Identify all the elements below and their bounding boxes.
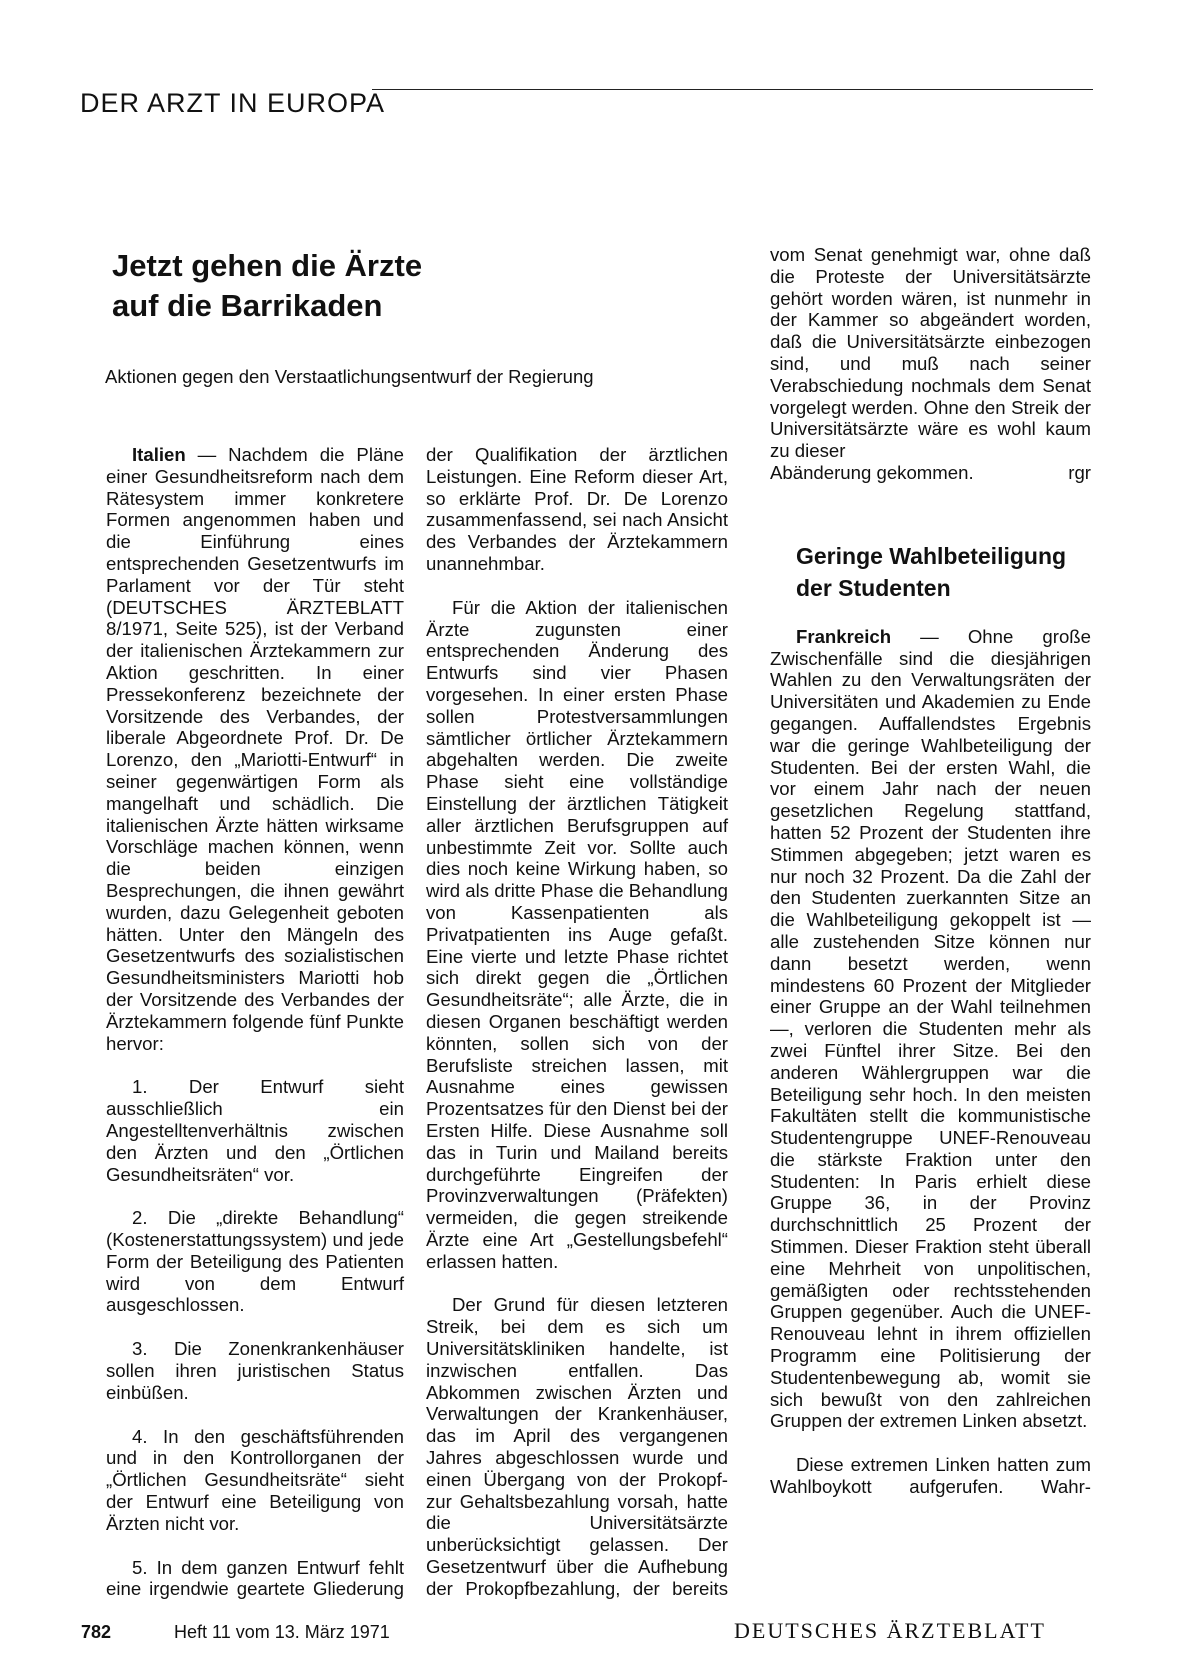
paragraph-text: — Nachdem die Pläne einer Gesundheitsreform nach dem Rätesystem immer konkretere Formen angenommen haben und die Einführung eines entsprechenden Gesetzentwurfs im Parlament vor der Tür steht (DEUTSCHES ÄRZTEBLATT 8/1971, Seite 525), ist der Verband der italienischen Ärztekammern zur Aktion geschritten. In einer Pressekonferenz bezeichnete der Vorsitzende des Verbandes, der liberale Abgeordnete Prof. Dr. De Lorenzo, den „Mariotti-Entwurf“ in seiner gegenwärtigen Form als mangelhaft und schädlich. Die italienischen Ärzte hätten wirksame Vorschläge machen können, wenn die beiden einzigen Besprechungen, die ihnen gewährt wurden, dazu Gelegenheit geboten hätten. Unter den Mängeln des Gesetzentwurfs des sozialistischen Gesundheitsministers Mariotti hob der Vorsitzende des Verbandes der Ärztekammern folgende fünf Punkte hervor:	[106, 444, 404, 1054]
list-point-1: 1. Der Entwurf sieht ausschließlich ein Angestelltenverhältnis zwischen den Ärzten und den „Örtlichen Gesundheitsräten“ vor.	[106, 1076, 404, 1185]
subhead-line-1: Geringe Wahlbeteiligung	[796, 542, 1067, 569]
article-paragraph: Diese extremen Linken hatten zum Wahlboykott aufgerufen. Wahr-	[770, 1454, 1091, 1498]
header-rule	[372, 89, 1093, 90]
article-headline	[112, 246, 422, 326]
column-2	[426, 444, 728, 1622]
column-3	[770, 244, 1091, 1520]
list-point-2: 2. Die „direkte Behandlung“ (Kostenerstattungssystem) und jede Form der Beteiligung des Patienten wird von dem Entwurf ausgeschlossen.	[106, 1207, 404, 1316]
headline-line-1: Jetzt gehen die Ärzte	[112, 248, 423, 283]
issue-info: Heft 11 vom 13. März 1971	[174, 1622, 390, 1642]
magazine-title: DEUTSCHES ÄRZTEBLATT	[734, 1618, 1046, 1643]
lead-keyword: Italien	[132, 444, 186, 465]
second-article-headline	[796, 540, 1091, 604]
article-paragraph	[106, 444, 404, 1054]
article-paragraph: Für die Aktion der italienischen Ärzte zugunsten einer entsprechenden Änderung des Entwurfs sind vier Phasen vorgesehen. In einer ersten Phase sollen Protestversammlungen sämtlicher örtlicher Ärztekammern abgehalten werden. Die zweite Phase sieht eine vollständige Einstellung der ärztlichen Tätigkeit aller ärztlichen Berufsgruppen auf unbestimmte Zeit vor. Sollte auch dies noch keine Wirkung haben, so wird als dritte Phase die Behandlung von Kassenpatienten als Privatpatienten ins Auge gefaßt. Eine vierte und letzte Phase richtet sich direkt gegen die „Örtlichen Gesundheitsräte“; alle Ärzte, die in diesen Organen beschäftigt werden könnten, sollen sich von der Berufsliste streichen lassen, mit Ausnahme eines gewissen Prozentsatzes für den Dienst bei der Ersten Hilfe. Diese Ausnahme soll das in Turin und Mailand bereits durchgeführte Eingreifen der Provinzverwaltungen (Präfekten) vermeiden, die gegen streikende Ärzte eine Art „Gestellungsbefehl“ erlassen hatten.	[426, 596, 728, 1272]
column-1	[106, 444, 404, 1622]
article-paragraph: der Qualifikation der ärztlichen Leistungen. Eine Reform dieser Art, so erklärte Prof. Dr. De Lorenzo zusammenfassend, sei nach Ansicht des Verbandes der Ärztekammern unannehmbar.	[426, 444, 728, 574]
list-point-4: 4. In den geschäftsführenden und in den Kontrollorganen der „Örtlichen Gesundheitsräte“ sieht der Entwurf eine Beteiligung von Ärzten nicht vor.	[106, 1425, 404, 1534]
paragraph-last-line: Abänderung gekommen.	[770, 461, 974, 483]
article-paragraph: Der Grund für diesen letzteren Streik, bei dem es sich um Universitätskliniken handelte, ist inzwischen entfallen. Das Abkommen zwischen Ärzten und Verwaltungen der Krankenhäuser, das im April des vergangenen Jahres abgeschlossen wurde und einen Übergang von der Prokopf- zur Gehaltsbezahlung vorsah, hatte die Universitätsärzte unberücksichtigt gelassen. Der Gesetzentwurf über die Aufhebung der Prokopfbezahlung, der bereits	[426, 1294, 728, 1599]
paragraph-text: vom Senat genehmigt war, ohne daß die Proteste der Universitätsärzte gehört worden wären, ist nunmehr in der Kammer so abgeändert worden, daß die Universitätsärzte einbezogen sind, und muß nach seiner Verabschiedung nochmals dem Senat vorgelegt werden. Ohne den Streik der Universitätsärzte wäre es wohl kaum zu dieser	[770, 244, 1091, 462]
article-paragraph	[770, 244, 1091, 484]
subhead-line-2: der Studenten	[796, 574, 951, 601]
author-signature: rgr	[1068, 461, 1091, 483]
list-point-3: 3. Die Zonenkrankenhäuser sollen ihren juristischen Status einbüßen.	[106, 1338, 404, 1403]
article-paragraph	[770, 626, 1091, 1432]
section-header: DER ARZT IN EUROPA	[80, 88, 386, 118]
lead-keyword: Frankreich	[796, 625, 892, 647]
page-number: 782	[81, 1622, 112, 1642]
article-subtitle: Aktionen gegen den Verstaatlichungsentwurf der Regierung	[105, 366, 594, 387]
headline-line-2: auf die Barrikaden	[112, 288, 383, 323]
list-point-5: 5. In dem ganzen Entwurf fehlt eine irgendwie geartete Gliederung	[106, 1556, 404, 1600]
paragraph-text: — Ohne große Zwischenfälle sind die diesjährigen Wahlen zu den Verwaltungsräten der Universitäten und Akademien zu Ende gegangen. Auffallendstes Ergebnis war die geringe Wahlbeteiligung der Studenten. Bei der ersten Wahl, die vor einem Jahr nach der neuen gesetzlichen Regelung stattfand, hatten 52 Prozent der Studenten ihre Stimmen abgegeben; jetzt waren es nur noch 32 Prozent. Da die Zahl der den Studenten zuerkannten Sitze an die Wahlbeteiligung gekoppelt ist — alle zustehenden Sitze können nur dann besetzt werden, wenn mindestens 60 Prozent der Mitglieder einer Gruppe an der Wahl teilnehmen —, verloren die Studenten mehr als zwei Fünftel ihrer Sitze. Bei den anderen Wählergruppen war die Beteiligung sehr hoch. In den meisten Fakultäten stellt die kommunistische Studentengruppe UNEF-Renouveau die stärkste Fraktion unter den Studenten: In Paris erhielt diese Gruppe 36, in der Provinz durchschnittlich 25 Prozent der Stimmen. Dieser Fraktion steht überall eine Mehrheit von unpolitischen, gemäßigten oder rechtsstehenden Gruppen gegenüber. Auch die UNEF-Renouveau lehnt in ihrem offiziellen Programm eine Politisierung der Studentenbewegung ab, womit sie sich bewußt von den zahlreichen Gruppen der extremen Linken absetzt.	[770, 625, 1091, 1432]
